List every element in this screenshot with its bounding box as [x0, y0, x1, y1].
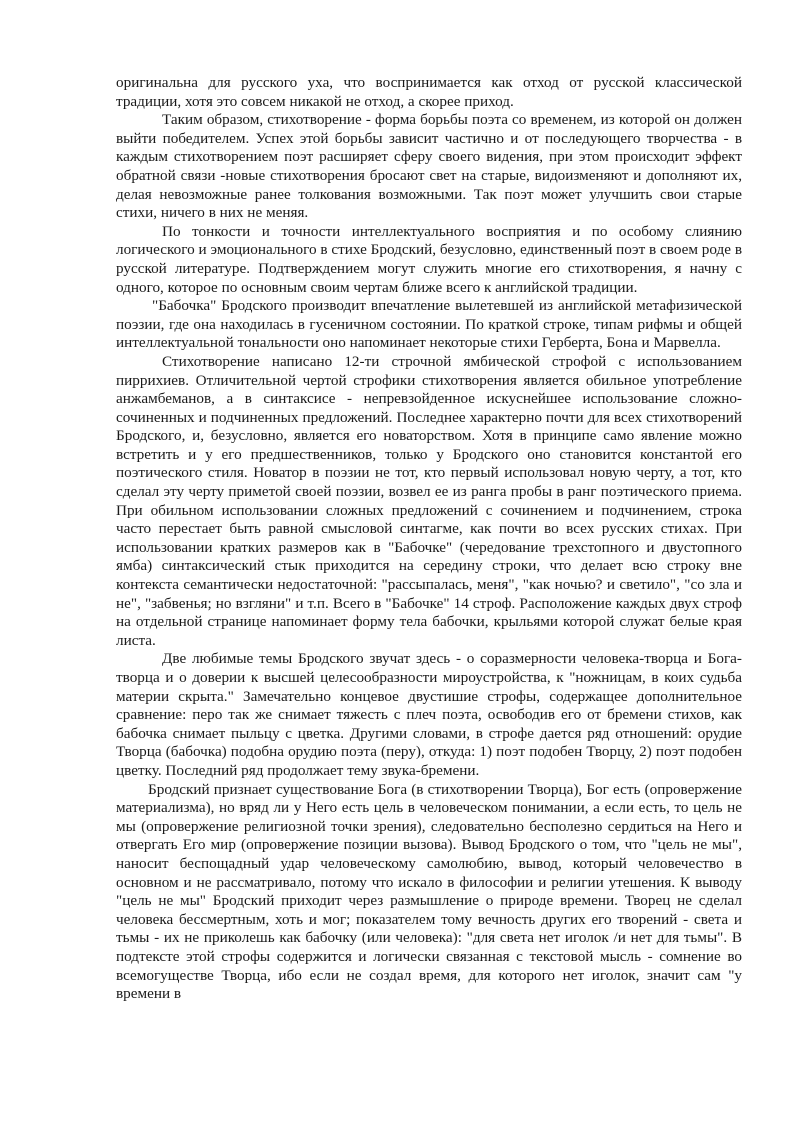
- paragraph-2: Таким образом, стихотворение - форма борьбы поэта со временем, из которой он должен выйти победителем. Успех этой борьбы зависит частично и от последующего творчества - в каждым стихотворением поэт расширяет сферу своего видения, при этом происходит эффект обратной связи -новые стихотворения бросают свет на старые, видоизменяют и дополняют их, делая невозможные ранее толкования возможными. Так поэт может улучшить свои старые стихи, ничего в них не меняя.: [116, 111, 742, 222]
- paragraph-6: Две любимые темы Бродского звучат здесь - о соразмерности человека-творца и Бога-творца и о доверии к высшей целесообразности мироустройства, к "ножницам, в коих судьба материи скрыта." Замечательно концевое двустишие строфы, содержащее дополнительное сравнение: перо так же снимает тяжесть с плеч поэта, освободив его от бремени стихов, как бабочка снимает пыльцу с цветка. Другими словами, в строфе дается ряд отношений: орудие Творца (бабочка) подобна орудию поэта (перу), откуда: 1) поэт подобен Творцу, 2) поэт подобен цветку. Последний ряд продолжает тему звука-бремени.: [116, 650, 742, 779]
- paragraph-1: оригинальна для русского уха, что воспринимается как отход от русской классической традиции, хотя это совсем никакой не отход, а скорее приход.: [116, 74, 742, 110]
- paragraph-7: Бродский признает существование Бога (в стихотворении Творца), Бог есть (опровержение материализма), но вряд ли у Него есть цель в человеческом понимании, а если есть, то цель не мы (опровержение религиозной точки зрения), следовательно бесполезно сердиться на Него и отвергать Его мир (опровержение позиции вызова). Вывод Бродского о том, что "цель не мы", наносит беспощадный удар человеческому самолюбию, вывод, который человечество в основном и не рассматривало, потому что искало в философии и религии утешения. К выводу "цель не мы" Бродский приходит через размышление о природе времени. Творец не сделал человека бессмертным, хоть и мог; показателем тому вечность других его творений - света и тьмы - их не приколешь как бабочку (или человека): "для света нет иголок /и нет для тьмы". В подтексте этой строфы содержится и логически связанная с текстовой мысль - сомнение во всемогуществе Творца, ибо если не создал время, для которого нет иголок, значит сам "у времени в: [116, 780, 742, 1003]
- paragraph-4: "Бабочка" Бродского производит впечатление вылетевшей из английской метафизической поэзии, где она находилась в гусеничном состоянии. По краткой строке, типам рифмы и общей интеллектуальной тональности оно напоминает некоторые стихи Герберта, Бона и Марвелла.: [116, 297, 742, 352]
- paragraph-5: Стихотворение написано 12-ти строчной ямбической строфой с использованием пиррихиев. Отличительной чертой строфики стихотворения является обильное употребление анжамбеманов, а в синтаксисе - непревзойденное искуснейшее использование сложно-сочиненных и подчиненных предложений. Последнее характерно почти для всех стихотворений Бродского, и, безусловно, является его новаторством. Хотя в принципе само явление можно встретить и у его предшественников, только у Бродского оно становится константой его поэтического стиля. Новатор в поэзии не тот, кто первый использовал новую черту, а тот, кто сделал эту черту приметой своей поэзии, возвел ее из ранга пробы в ранг поэтического приема. При обильном использовании сложных предложений с сочинением и подчинением, строка часто перестает быть равной смысловой синтагме, как почти во всех русских стихах. При использовании кратких размеров как в "Бабочке" (чередование трехстопного и двустопного ямба) синтаксический стык приходится на середину строки, что делает всю строку вне контекста семантически недостаточной: "рассыпалась, меня", "как ночью? и светило", "со зла и не", "забвенья; но взгляни" и т.п. Всего в "Бабочке" 14 строф. Расположение каждых двух строф на отдельной странице напоминает форму тела бабочки, крыльями которой служат белые края листа.: [116, 352, 742, 649]
- document-page: [116, 74, 742, 1004]
- paragraph-3: По тонкости и точности интеллектуального восприятия и по особому слиянию логического и эмоционального в стихе Бродский, безусловно, единственный поэт в своем роде в русской литературе. Подтверждением могут служить многие его стихотворения, я начну с одного, которое по основным своим чертам ближе всего к английской традиции.: [116, 222, 742, 296]
